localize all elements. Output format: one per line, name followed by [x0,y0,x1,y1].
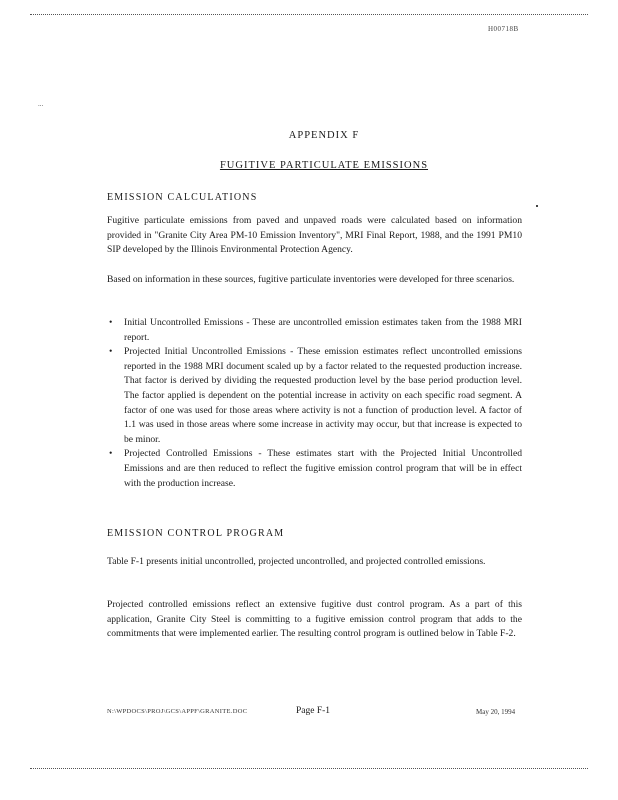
bottom-dotted-border [30,768,588,769]
paragraph-sources: Fugitive particulate emissions from paved and unpaved roads were calculated based on information provided in "Granite City Area PM-10 Emission Inventory", MRI Final Report, 1988, and the 1991 PM10 SIP developed by the Illinois Environmental Protection Agency. [107,215,522,256]
paragraph-table-f1: Table F-1 presents initial uncontrolled, projected uncontrolled, and projected controlled emissions. [107,556,486,567]
list-item: • Projected Initial Uncontrolled Emissions - These emission estimates reflect uncontrolled emissions reported in the 1988 MRI document scaled up by a factor related to the requested production increase. That factor is derived by dividing the requested production level by the base period production level. The factor applied is dependent on the potential increase in activity on each specific road segment. A factor of one was used for those areas where activity is not a function of production level. A factor of 1.1 was used in those areas where some increase in activity may occur, but that increase is expected to be minor. [107,345,522,447]
document-id: H00718B [488,25,519,33]
margin-note: ... [38,100,44,108]
paragraph-scenarios: Based on information in these sources, fugitive particulate inventories were developed for three scenarios. [107,274,515,285]
paragraph-control-program: Projected controlled emissions reflect an extensive fugitive dust control program. As a part of this application, Granite City Steel is committing to a fugitive emission control program that adds to the commitments that were implemented earlier. The resulting control program is outlined below in Table F-2. [107,599,522,640]
scan-speck [536,205,538,207]
page-title: FUGITIVE PARTICULATE EMISSIONS [219,160,429,171]
appendix-label: APPENDIX F [288,130,360,141]
scenario-list [107,316,522,491]
footer-date: May 20, 1994 [476,708,516,716]
section-heading-emission-control-program: EMISSION CONTROL PROGRAM [107,528,285,539]
top-dotted-border [30,14,588,15]
section-heading-emission-calculations: EMISSION CALCULATIONS [107,192,258,203]
footer-page-number: Page F-1 [296,706,331,716]
list-item: • Initial Uncontrolled Emissions - These are uncontrolled emission estimates taken from the 1988 MRI report. [107,316,522,345]
footer-file-path: N:\WPDOCS\PROJ\GCS\APPF\GRANITE.DOC [107,708,248,715]
list-item: • Projected Controlled Emissions - These estimates start with the Projected Initial Uncontrolled Emissions and are then reduced to reflect the fugitive emission control program that will be in effect with the production increase. [107,447,522,491]
